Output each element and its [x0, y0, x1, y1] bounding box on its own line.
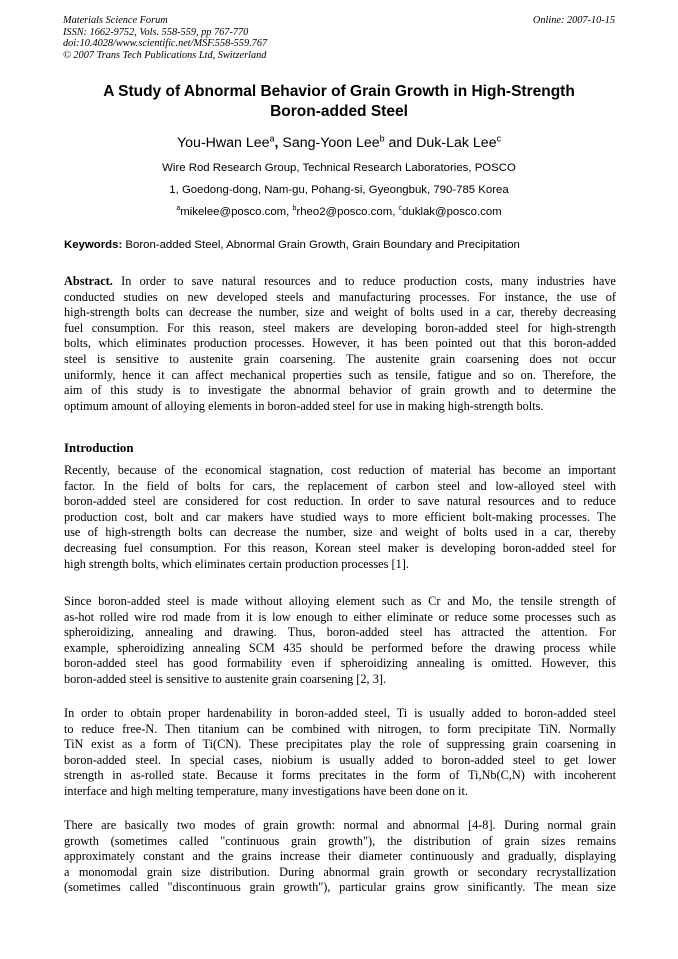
- keywords-line: [64, 238, 620, 252]
- abstract-line: steel is sensitive to austenite grain coarsening. The austenite grain coarsening does not occur: [64, 351, 616, 366]
- paragraph-line: to reduce free-N. Then titanium can be combined with nitrogen, to form precipitate TiN. Normally: [64, 721, 616, 736]
- abstract-line: high-strength bolts can decrease the number, size and weight of bolts used in a car, thereby decreasing: [64, 305, 616, 320]
- paragraph-line: (sometimes called "discontinuous grain growth"), particular grains grow sinificantly. The mean size: [64, 880, 616, 895]
- paragraph-line: a monomodal grain size distribution. During abnormal grain growth or secondary recrystallization: [64, 864, 616, 879]
- abstract: [64, 274, 616, 414]
- paragraph-line: approximately constant and the grains increase their diameter continuously and gradually, displaying: [64, 849, 616, 864]
- paragraph-line: as-hot rolled wire rod made from it is low enough to either eliminate or reduce some processes such as: [64, 609, 616, 624]
- email-address[interactable]: rheo2@posco.com: [296, 206, 393, 218]
- paragraph-line: decreasing fuel consumption. For this reason, Korean steel maker is developing boron-added steel for: [64, 540, 616, 555]
- paragraph-line: boron-added steel has good formability even if spheroidizing annealing is omitted. However, this: [64, 656, 616, 671]
- section-heading-introduction: Introduction: [64, 441, 134, 455]
- intro-paragraph: [64, 818, 616, 896]
- online-date: Online: 2007-10-15: [532, 15, 615, 26]
- abstract-line: optimum amount of alloying elements in boron-added steel for use in making high-strength bolts.: [64, 398, 544, 413]
- keywords-label: Keywords:: [64, 239, 123, 251]
- paragraph-line: spheroidizing, annealing and drawing. Thus, boron-added steel has attracted the attention. For: [64, 625, 616, 640]
- abstract-line: aim of this study is to investigate the abnormal behavior of grain growth and to determine the: [64, 383, 616, 398]
- abstract-line: bolts, which eliminates production processes. However, it has been pointed out that this boron-added: [64, 336, 616, 351]
- paragraph-line: strength in as-rolled state. Because it forms precitates in the form of Ti,Nb(C,N) with incoherent: [64, 768, 616, 783]
- paragraph-line: growth (sometimes called "continuous grain growth"), the distribution of grain sizes remains: [64, 833, 616, 848]
- paragraph-line: boron-added steel. In special cases, niobium is usually added to boron-added steel to get lower: [64, 752, 616, 767]
- abstract-line-text: In order to save natural resources and to reduce production costs, many industries have: [112, 274, 616, 288]
- paragraph-line: TiN exist as a form of Ti(CN). These precipitates play the role of suppressing grain coarsening in: [64, 737, 616, 752]
- paragraph-line: Since boron-added steel is made without alloying element such as Cr and Mo, the tensile strength of: [64, 594, 616, 608]
- paragraph-line: interface and high melting temperature, many investigations have been done on it.: [64, 783, 468, 798]
- paragraph-line: example, spheroidizing annealing SCM 435 should be performed before the drawing process while: [64, 640, 616, 655]
- journal-name: Materials Science Forum: [63, 15, 168, 26]
- author-name: You-Hwan Lee: [177, 135, 270, 151]
- paragraph-line: high strength bolts, which eliminates certain production processes [1].: [64, 556, 409, 571]
- email-sup: c: [398, 205, 403, 213]
- abstract-label: Abstract.: [64, 274, 113, 288]
- keywords-text: Boron-added Steel, Abnormal Grain Growth, Grain Boundary and Precipitation: [125, 239, 520, 251]
- abstract-line: [64, 274, 616, 290]
- affiliation-line: 1, Goedong-dong, Nam-gu, Pohang-si, Gyeongbuk, 790-785 Korea: [169, 184, 509, 196]
- author-sup: a: [269, 133, 275, 144]
- affiliation-line: Wire Rod Research Group, Technical Research Laboratories, POSCO: [162, 162, 516, 174]
- paragraph-line: factor. In the field of bolts for cars, the replacement of carbon steel and low-alloyed steel with: [64, 478, 616, 493]
- author-separator: and: [384, 135, 417, 151]
- email-sup: a: [176, 205, 181, 213]
- intro-paragraph: [64, 463, 616, 572]
- email-address[interactable]: mikelee@posco.com: [180, 206, 287, 218]
- paper-title-line: Boron-added Steel: [270, 103, 408, 120]
- paragraph-line: boron-added steel are considered for cost reduction. In order to save natural resources and to reduce: [64, 494, 616, 509]
- author-separator: ,: [274, 135, 283, 151]
- journal-header: [63, 15, 615, 61]
- paragraph-line: In order to obtain proper hardenability in boron-added steel, Ti is usually added to boron-added steel: [64, 706, 616, 720]
- paragraph-line: Recently, because of the economical stagnation, cost reduction of material has become an important: [64, 463, 616, 477]
- email-line: [40, 205, 638, 219]
- paper-title-line: A Study of Abnormal Behavior of Grain Growth in High-Strength: [103, 83, 575, 100]
- journal-copyright: © 2007 Trans Tech Publications Ltd, Switzerland: [63, 49, 267, 61]
- paper-title: [40, 82, 638, 122]
- email-separator: ,: [286, 206, 293, 218]
- email-sup: b: [292, 205, 297, 213]
- paragraph-line: boron-added steel is sensitive to austenite grain coarsening [2, 3].: [64, 671, 387, 686]
- journal-issn: ISSN: 1662-9752, Vols. 558-559, pp 767-770: [63, 26, 249, 38]
- author-sup: c: [496, 133, 501, 144]
- intro-paragraph: [64, 706, 616, 800]
- author-list: [40, 134, 638, 152]
- journal-doi: doi:10.4028/www.scientific.net/MSF.558-559.767: [63, 38, 268, 50]
- abstract-line: uniformly, hence it can affect mechanical properties such as tensile, fatigue and so on. Therefore, the: [64, 367, 616, 382]
- paragraph-line: production cost, bolt and car makers have studied ways to more efficient bolt-making processes. The: [64, 509, 616, 524]
- paragraph-line: There are basically two modes of grain growth: normal and abnormal [4-8]. During normal grain: [64, 818, 616, 832]
- author-name: Sang-Yoon Lee: [282, 135, 380, 151]
- email-separator: ,: [392, 206, 399, 218]
- paragraph-line: use of high-strength bolts can decrease the number, size and weight of bolts used in a car, thereby: [64, 525, 616, 540]
- abstract-line: conducted studies on new developed steels and manufacturing processes. For instance, the use of: [64, 289, 616, 304]
- author-sup: b: [379, 133, 385, 144]
- abstract-line: fuel consumption. For this reason, steel makers are developing boron-added steel for high-strength: [64, 320, 616, 335]
- author-name: Duk-Lak Lee: [416, 135, 497, 151]
- email-address[interactable]: duklak@posco.com: [402, 206, 502, 218]
- intro-paragraph: [64, 594, 616, 688]
